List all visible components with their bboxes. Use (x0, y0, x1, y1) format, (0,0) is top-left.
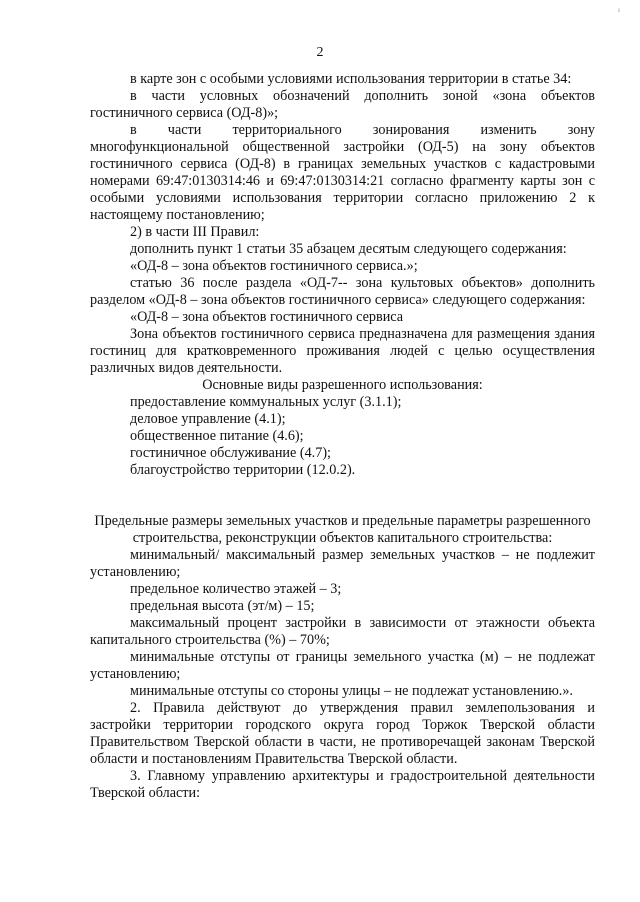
page-number: 2 (316, 45, 324, 60)
paragraph: минимальные отступы от границы земельного участка (м) – не подлежат установлению; (90, 649, 595, 682)
list-item: деловое управление (4.1); (130, 411, 286, 427)
list-item: общественное питание (4.6); (130, 428, 304, 444)
paragraph: минимальные отступы со стороны улицы – не подлежат установлению.». (130, 683, 573, 699)
paragraph: в части условных обозначений дополнить зоной «зона объектов гостиничного сервиса (ОД-8)»; (90, 88, 595, 121)
paragraph: дополнить пункт 1 статьи 35 абзацем десятым следующего содержания: (130, 241, 567, 257)
document-body (90, 71, 595, 802)
list-item: гостиничное обслуживание (4.7); (130, 445, 331, 461)
paragraph: статью 36 после раздела «ОД-7-- зона культовых объектов» дополнить разделом «ОД-8 – зона объектов гостиничного сервиса» следующего содержания: (90, 275, 595, 308)
paragraph: максимальный процент застройки в зависимости от этажности объекта капитального строительства (%) – 70%; (90, 615, 595, 648)
paragraph: минимальный/ максимальный размер земельных участков – не подлежит установлению; (90, 547, 595, 580)
list-item: предоставление коммунальных услуг (3.1.1); (130, 394, 402, 410)
paragraph: предельное количество этажей – 3; (130, 581, 342, 597)
list-item: благоустройство территории (12.0.2). (130, 462, 356, 478)
paragraph: в карте зон с особыми условиями использования территории в статье 34: (130, 71, 572, 87)
paragraph: Зона объектов гостиничного сервиса предназначена для размещения здания гостиниц для кратковременного проживания людей с целью осуществления различных видов деятельности. (90, 326, 595, 376)
paragraph: «ОД-8 – зона объектов гостиничного сервиса.»; (130, 258, 418, 274)
paragraph: 2) в части III Правил: (130, 224, 260, 240)
paragraph: 3. Главному управлению архитектуры и градостроительной деятельности Тверской области: (90, 768, 595, 801)
scan-mark: ı (618, 6, 620, 14)
paragraph: «ОД-8 – зона объектов гостиничного сервиса (130, 309, 404, 325)
paragraph: в части территориального зонирования изменить зону многофункциональной общественной застройки (ОД-5) на зону объектов гостиничного сервиса (ОД-8) в границах земельных участков с кадастровыми номерами 69:47:0130314:46 и 69:47:0130314:21 согласно фрагменту карты зон с особыми условиями использования территории согласно приложению 2 к настоящему постановлению; (90, 122, 595, 223)
section-heading: Предельные размеры земельных участков и предельные параметры разрешенного строительства, реконструкции объектов капитального строительства: (94, 513, 591, 546)
paragraph: предельная высота (эт/м) – 15; (130, 598, 315, 614)
paragraph: 2. Правила действуют до утверждения правил землепользования и застройки территории городского округа город Торжок Тверской области Правительством Тверской области в части, не противоречащей законам Тверской области и постановлениям Правительства Тверской области. (90, 700, 595, 767)
section-heading: Основные виды разрешенного использования: (202, 377, 483, 393)
